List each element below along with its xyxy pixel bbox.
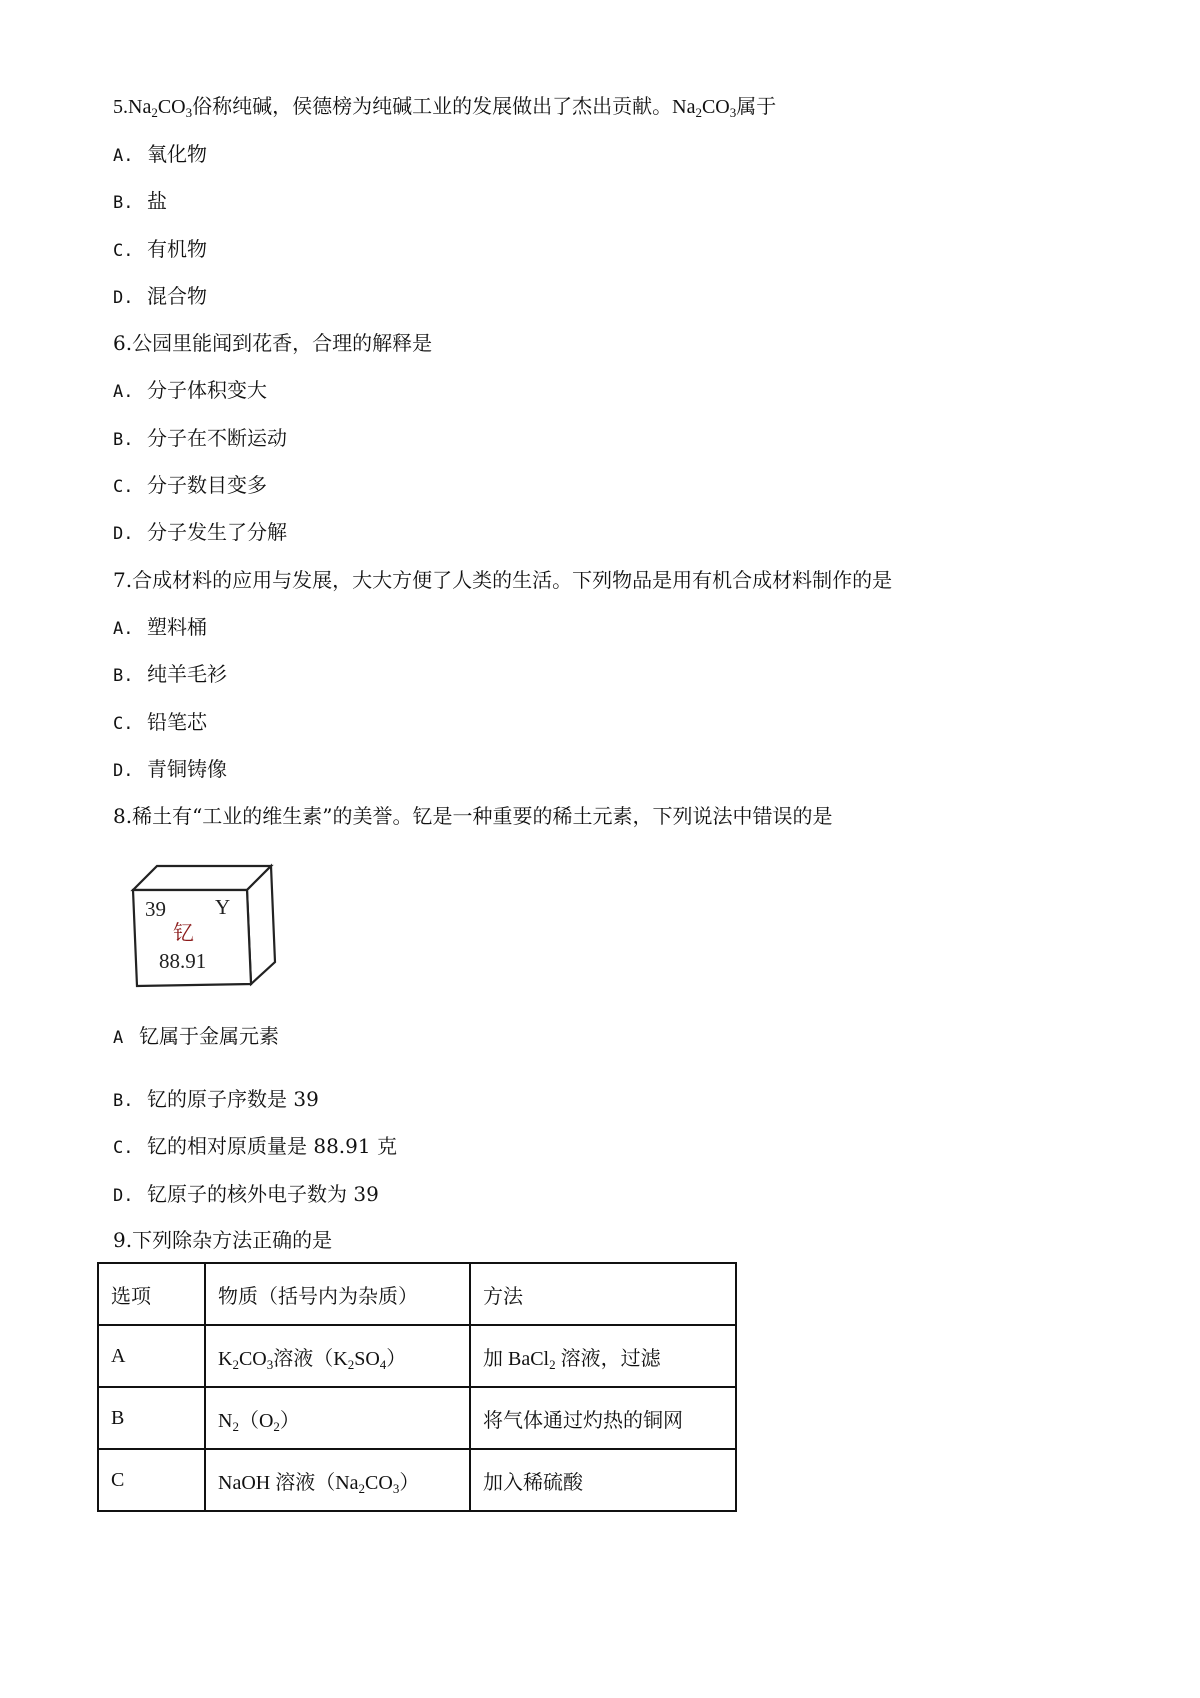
q8-option-a[interactable]: A 钇属于金属元素	[113, 1024, 279, 1048]
table-row	[98, 1449, 736, 1511]
q8-option-b[interactable]: B. 钇的原子序数是 39	[113, 1087, 319, 1111]
tile-symbol: Y	[215, 895, 231, 919]
q8-stem: 8.稀土有“工业的维生素”的美誉。钇是一种重要的稀土元素，下列说法中错误的是	[113, 804, 833, 828]
table-row	[98, 1387, 736, 1449]
tile-element-name: 钇	[173, 921, 194, 945]
purification-table	[97, 1262, 737, 1512]
table-cell-option: A	[98, 1325, 205, 1387]
tile-atomic-number: 39	[145, 897, 166, 921]
table-cell-method: 加入稀硫酸	[470, 1449, 736, 1511]
q8-option-d[interactable]: D. 钇原子的核外电子数为 39	[113, 1182, 379, 1206]
q6-option-d[interactable]: D. 分子发生了分解	[113, 520, 287, 544]
table-cell-method: 将气体通过灼热的铜网	[470, 1387, 736, 1449]
q5-option-b[interactable]: B. 盐	[113, 189, 167, 213]
table-header-cell: 选项	[98, 1263, 205, 1325]
q5-option-a[interactable]: A. 氧化物	[113, 142, 207, 166]
table-cell-substance: $N_2(O_2)$	[205, 1387, 470, 1449]
table-cell-substance: $K_2CO_3$溶液$(K_2SO_4)$	[205, 1325, 470, 1387]
q7-option-b[interactable]: B. 纯羊毛衫	[113, 662, 227, 686]
q6-option-a[interactable]: A. 分子体积变大	[113, 378, 267, 402]
q6-option-c[interactable]: C. 分子数目变多	[113, 473, 267, 497]
q7-option-d[interactable]: D. 青铜铸像	[113, 757, 227, 781]
table-header-cell: 方法	[470, 1263, 736, 1325]
q7-option-a[interactable]: A. 塑料桶	[113, 615, 207, 639]
q5-stem: $5.Na_2CO_3$俗称纯碱，侯德榜为纯碱工业的发展做出了杰出贡献。$Na_2CO_3$属于	[113, 96, 777, 120]
q9-stem: 9.下列除杂方法正确的是	[113, 1228, 333, 1252]
tile-atomic-mass: 88.91	[159, 949, 207, 973]
table-header-row	[98, 1263, 736, 1325]
q7-stem: 7.合成材料的应用与发展，大大方便了人类的生活。下列物品是用有机合成材料制作的是	[113, 568, 893, 592]
q6-option-b[interactable]: B. 分子在不断运动	[113, 426, 287, 450]
table-cell-substance: NaOH 溶液$(Na_2CO_3)$	[205, 1449, 470, 1511]
q8-option-c[interactable]: C. 钇的相对原质量是 88.91 克	[113, 1134, 397, 1158]
table-header-cell: 物质（括号内为杂质）	[205, 1263, 470, 1325]
table-row	[98, 1325, 736, 1387]
table-cell-option: B	[98, 1387, 205, 1449]
table-cell-method: 加 BaCl$_2$ 溶液，过滤	[470, 1325, 736, 1387]
q7-option-c[interactable]: C. 铅笔芯	[113, 710, 207, 734]
q6-stem: 6.公园里能闻到花香，合理的解释是	[113, 331, 433, 355]
q5-option-d[interactable]: D. 混合物	[113, 284, 207, 308]
yttrium-element-tile	[123, 862, 283, 988]
element-tile-drawing	[123, 862, 283, 988]
table-cell-option: C	[98, 1449, 205, 1511]
q5-option-c[interactable]: C. 有机物	[113, 237, 207, 261]
